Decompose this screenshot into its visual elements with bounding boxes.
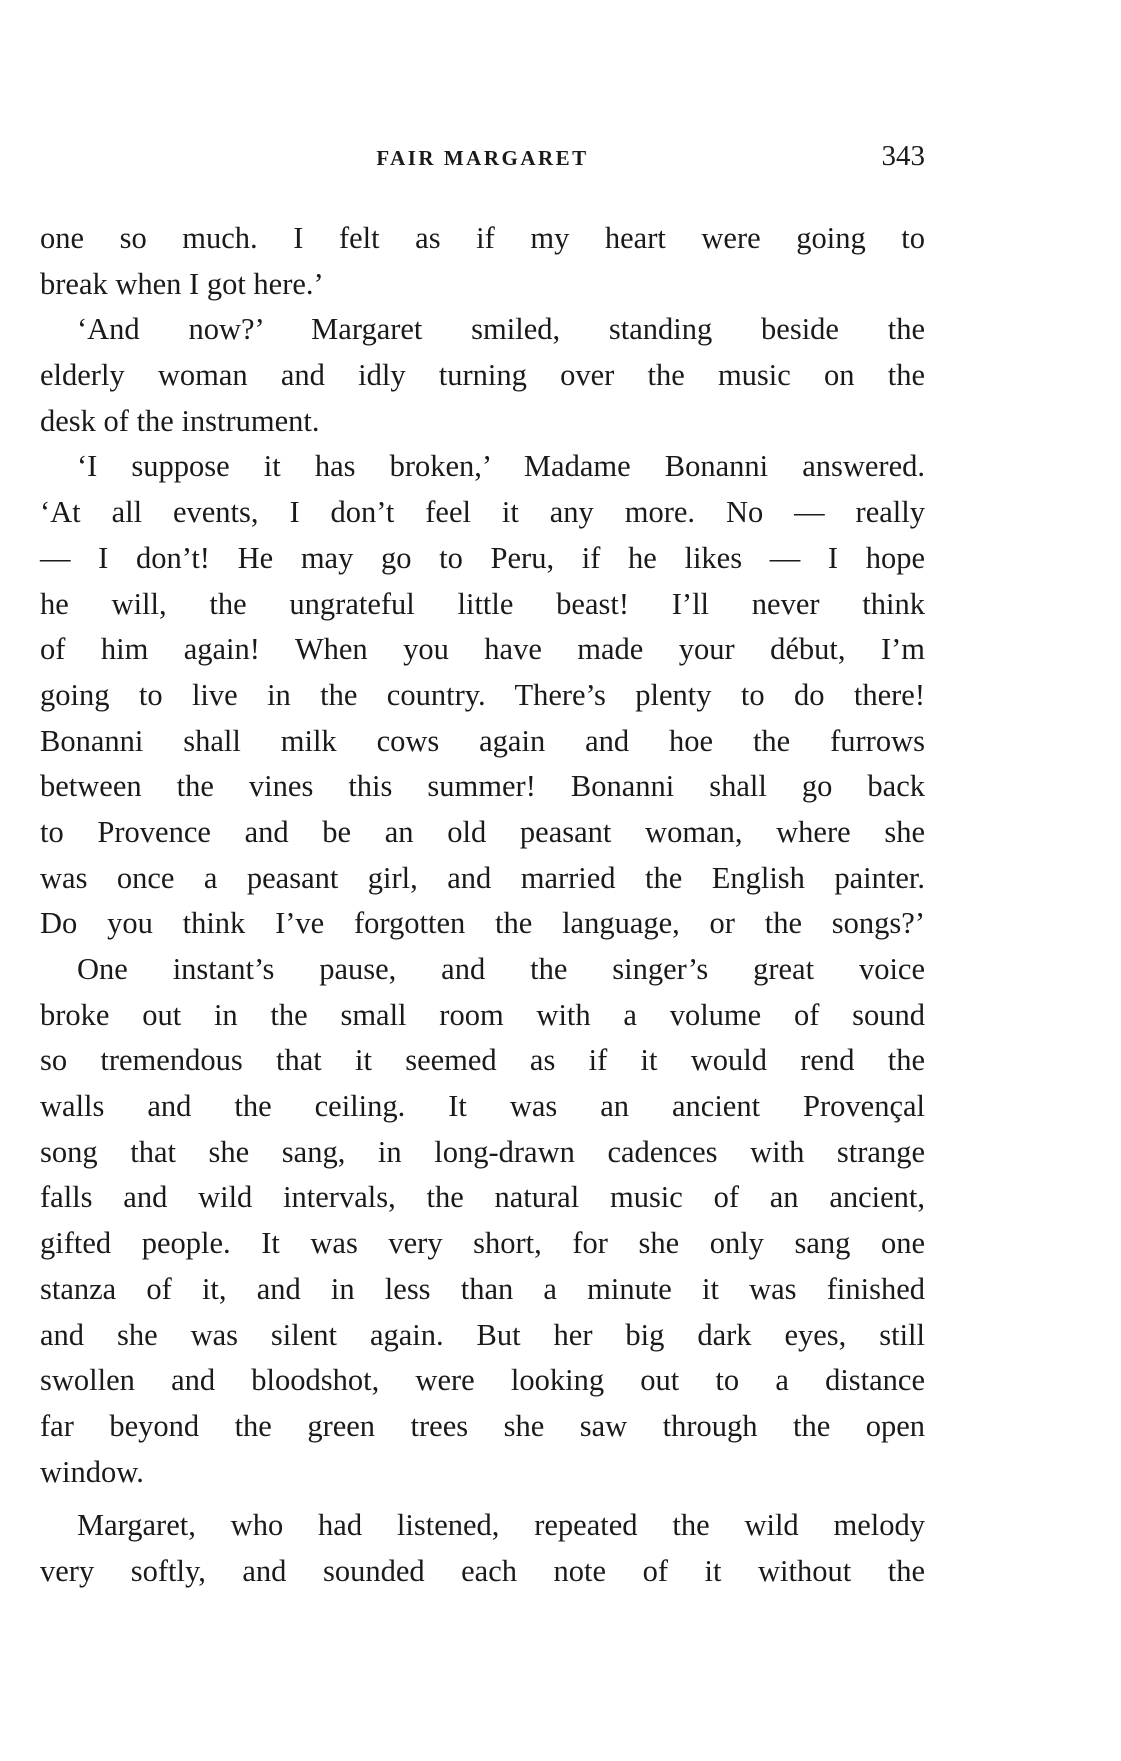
text-line: of him again! When you have made your début, I’m: [40, 632, 925, 667]
text-line: he will, the ungrateful little beast! I’ll never think: [40, 586, 925, 621]
text-line: desk of the instrument.: [40, 403, 320, 438]
text-line: swollen and bloodshot, were looking out to a distance: [40, 1363, 925, 1398]
running-head: [40, 140, 925, 180]
text-line: very softly, and sounded each note of it without the: [40, 1553, 925, 1588]
text-line: ‘I suppose it has broken,’ Madame Bonanni answered.: [77, 449, 925, 484]
paragraph-gap: [40, 1495, 925, 1503]
text-line: and she was silent again. But her big dark eyes, still: [40, 1317, 925, 1352]
text-line: Margaret, who had listened, repeated the wild melody: [77, 1508, 925, 1543]
text-line: — I don’t! He may go to Peru, if he likes — I hope: [40, 540, 925, 575]
text-line: elderly woman and idly turning over the music on the: [40, 358, 925, 393]
text-line: falls and wild intervals, the natural music of an ancient,: [40, 1180, 925, 1215]
text-line: One instant’s pause, and the singer’s great voice: [77, 952, 925, 986]
text-line: going to live in the country. There’s plenty to do there!: [40, 677, 925, 712]
text-line: gifted people. It was very short, for she only sang one: [40, 1226, 925, 1261]
text-line: one so much. I felt as if my heart were going to: [40, 221, 925, 255]
text-line: stanza of it, and in less than a minute it was finished: [40, 1271, 925, 1306]
text-line: Bonanni shall milk cows again and hoe the furrows: [40, 723, 925, 758]
page-number: 343: [881, 140, 925, 172]
text-line: ‘And now?’ Margaret smiled, standing beside the: [77, 312, 925, 347]
text-line: walls and the ceiling. It was an ancient Provençal: [40, 1089, 925, 1124]
text-line: window.: [40, 1454, 144, 1489]
text-line: ‘At all events, I don’t feel it any more. No — really: [40, 495, 925, 530]
text-line: Do you think I’ve forgotten the language, or the songs?’: [40, 906, 925, 941]
text-line: was once a peasant girl, and married the English painter.: [40, 860, 925, 895]
text-line: song that she sang, in long-drawn cadences with strange: [40, 1134, 925, 1169]
body-text: [40, 216, 925, 1595]
text-line: broke out in the small room with a volume of sound: [40, 997, 925, 1032]
text-line: so tremendous that it seemed as if it would rend the: [40, 1043, 925, 1078]
text-line: far beyond the green trees she saw through the open: [40, 1408, 925, 1443]
text-line: between the vines this summer! Bonanni shall go back: [40, 769, 925, 804]
text-line: break when I got here.’: [40, 266, 324, 301]
text-line: to Provence and be an old peasant woman, where she: [40, 814, 925, 849]
running-title: FAIR MARGARET: [376, 146, 589, 170]
